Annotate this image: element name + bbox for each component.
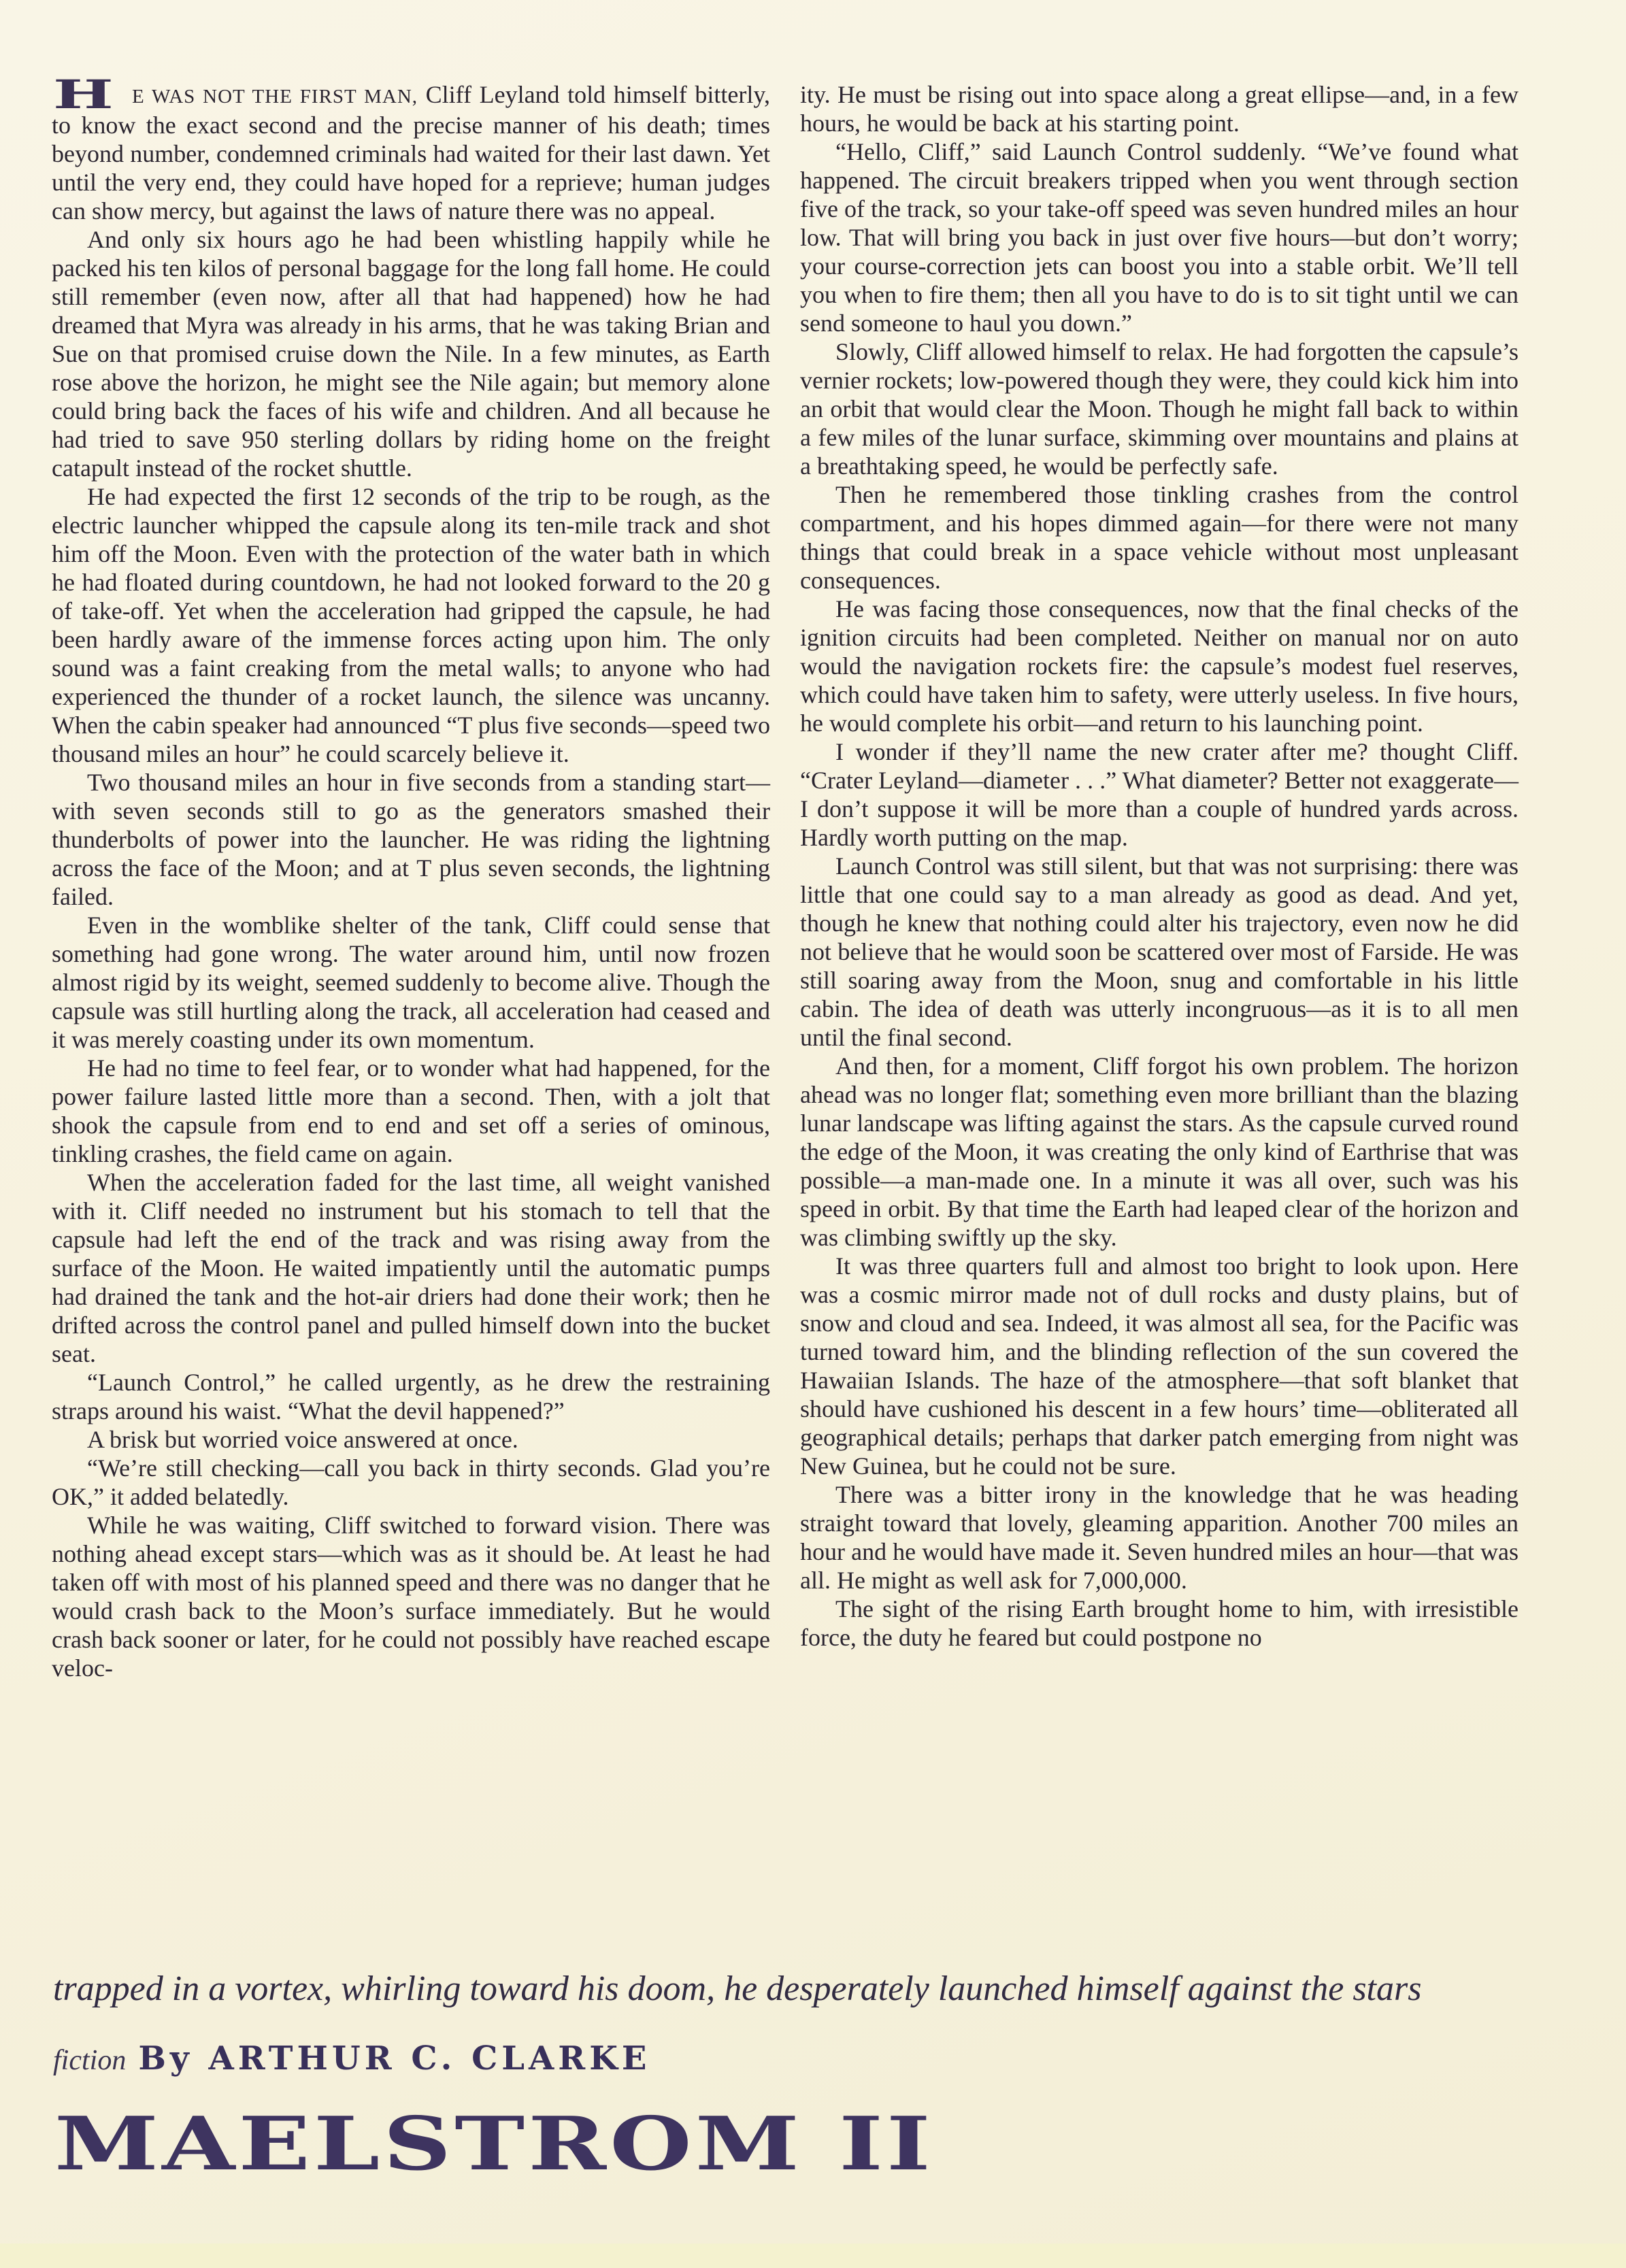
story-paragraph: He had expected the first 12 seconds of the trip to be rough, as the electric launcher whipped the capsule along its ten-mile track and shot him off the Moon. Even with the protection of the water bath in which he had floated during countdown, he had not looked forward to the 20 g of take-off. Yet when the acceleration had gripped the capsule, he had been hardly aware of the immense forces acting upon him. The only sound was a faint creaking from the metal walls; to anyone who had experienced the thunder of a rocket launch, the silence was uncanny. When the cabin speaker had announced “T plus five seconds—speed two thousand miles an hour” he could scarcely believe it. [52,483,770,767]
left-column [52,71,770,1682]
story-paragraph: It was three quarters full and almost too bright to look upon. Here was a cosmic mirror made not of dull rocks and dusty plains, but of snow and cloud and sea. Indeed, it was almost all sea, for the Pacific was turned toward him, and the blinding reflection of the sun covered the Hawaiian Islands. The haze of the atmosphere—that soft blanket that should have cushioned his descent in a few hours’ time—obliterated all geographical details; perhaps that darker patch emerging from night was New Guinea, but he could not be sure. [800,1252,1519,1480]
story-paragraph: A brisk but worried voice answered at once. [87,1426,518,1453]
right-column [800,80,1519,1682]
page-bottom-edge [0,2244,1626,2268]
story-paragraph: He was facing those consequences, now that the final checks of the ignition circuits had been completed. Neither on manual nor on auto would the navigation rockets fire: the capsule’s modest fuel reserves, which could have taken him to safety, were utterly useless. In five hours, he would complete his orbit—and return to his launching point. [800,595,1519,737]
story-paragraph: Then he remembered those tinkling crashes from the control compartment, and his hopes dimmed again—for there were not many things that could break in a space vehicle without most unpleasant consequences. [800,481,1519,594]
story-paragraph-continuation: ity. He must be rising out into space along a great ellipse—and, in a few hours, he would be back at his starting point. [800,81,1519,137]
author-byline: By ARTHUR C. CLARKE [138,2039,651,2078]
story-paragraph: And only six hours ago he had been whistling happily while he packed his ten kilos of personal baggage for the long fall home. He could still remember (even now, after all that had happened) how he had dreamed that Myra was already in his arms, that he was taking Brian and Sue on that promised cruise down the Nile. In a few minutes, as Earth rose above the horizon, he might see the Nile again; but memory alone could bring back the faces of his wife and children. And all because he had tried to save 950 sterling dollars by riding home on the freight catapult instead of the rocket shuttle. [52,226,770,482]
story-paragraph: Slowly, Cliff allowed himself to relax. He had forgotten the capsule’s vernier rockets; low-powered though they were, they could kick him into an orbit that would clear the Moon. Though he might fall back to within a few miles of the lunar surface, skimming over mountains and plains at a breathtaking speed, he would be perfectly safe. [800,338,1519,480]
byline-row [53,2039,651,2078]
drop-cap [53,71,124,118]
story-title: MAELSTROM II [54,2101,934,2187]
story-paragraph: Launch Control was still silent, but that was not surprising: there was little that one could say to a man already as good as dead. And yet, though he knew that nothing could alter his trajectory, even now he did not believe that he would soon be scattered over most of Farside. He was still soaring away from the Moon, snug and comfortable in his little cabin. The idea of death was utterly incongruous—as it is to all men until the final second. [800,852,1519,1051]
story-paragraph: Two thousand miles an hour in five seconds from a standing start—with seven seconds still to go as the generators smashed their thunderbolts of power into the launcher. He was riding the lightning across the face of the Moon; and at T plus seven seconds, the lightning failed. [52,769,770,910]
story-paragraph: “We’re still checking—call you back in thirty seconds. Glad you’re OK,” it added belatedly. [52,1454,770,1510]
story-paragraph: Even in the womblike shelter of the tank, Cliff could sense that something had gone wrong. The water around him, until now frozen almost rigid by its weight, seemed suddenly to become alive. Though the capsule was still hurtling along the track, all acceleration had ceased and it was merely coasting under its own momentum. [52,912,770,1053]
story-paragraph: He had no time to feel fear, or to wonder what had happened, for the power failure lasted little more than a second. Then, with a jolt that shook the capsule from end to end and set off a series of ominous, tinkling crashes, the field came on again. [52,1054,770,1167]
story-paragraph: “Hello, Cliff,” said Launch Control suddenly. “We’ve found what happened. The circuit breakers tripped when you went through section five of the track, so your take-off speed was seven hundred miles an hour low. That will bring you back in just over five hours—but don’t worry; your course-correction jets can boost you into a stable orbit. We’ll tell you when to fire them; then all you have to do is to sit tight until we can send someone to haul you down.” [800,138,1519,337]
story-paragraph: While he was waiting, Cliff switched to forward vision. There was nothing ahead except stars—which was as it should be. At least he had taken off with most of his planned speed and there was no danger that he would crash back to the Moon’s surface immediately. But he would crash back sooner or later, for he could not possibly have reached escape veloc- [52,1512,770,1682]
story-paragraph: There was a bitter irony in the knowledge that he was heading straight toward that lovely, gleaming apparition. Another 700 miles an hour and he would have made it. Seven hundred miles an hour—that was all. He might as well ask for 7,000,000. [800,1481,1519,1594]
story-paragraph: “Launch Control,” he called urgently, as he drew the restraining straps around his waist. “What the devil happened?” [52,1369,770,1424]
story-tagline: trapped in a vortex, whirling toward his doom, he desperately launched himself against the stars [53,1969,1422,2008]
opening-text: Cliff Leyland told himself bitterly, to know the exact second and the precise manner of his death; times beyond number, condemned criminals had waited for their last dawn. Yet until the very end, they could have hoped for a reprieve; human judges can show mercy, but against the laws of nature there was no appeal. [52,81,770,224]
story-paragraph: When the acceleration faded for the last time, all weight vanished with it. Cliff needed no instrument but his stomach to tell that the capsule had left the end of the track and was rising away from the surface of the Moon. He waited impatiently until the automatic pumps had drained the tank and the hot-air driers had done their work; then he drifted across the control panel and pulled himself down into the bucket seat. [52,1169,770,1367]
story-paragraph: And then, for a moment, Cliff forgot his own problem. The horizon ahead was no longer flat; something even more brilliant than the blazing lunar landscape was lifting against the stars. As the capsule curved round the edge of the Moon, it was creating the only kind of Earthrise that was possible—a man-made one. In a minute it was all over, such was his speed in orbit. By that time the Earth had leaped clear of the horizon and was climbing swiftly up the sky. [800,1052,1519,1251]
story-paragraph: The sight of the rising Earth brought home to him, with irresistible force, the duty he feared but could postpone no [800,1595,1519,1651]
opening-paragraph [52,71,770,225]
story-body [52,71,1519,1682]
story-paragraph: I wonder if they’ll name the new crater after me? thought Cliff. “Crater Leyland—diameter . . .” What diameter? Better not exaggerate—I don’t suppose it will be more than a couple of hundred yards across. Hardly worth putting on the map. [800,738,1519,851]
opening-small-caps: E WAS NOT THE FIRST MAN, [132,86,418,107]
section-label-fiction: fiction [53,2045,127,2076]
drop-cap-letter: H [53,71,114,118]
